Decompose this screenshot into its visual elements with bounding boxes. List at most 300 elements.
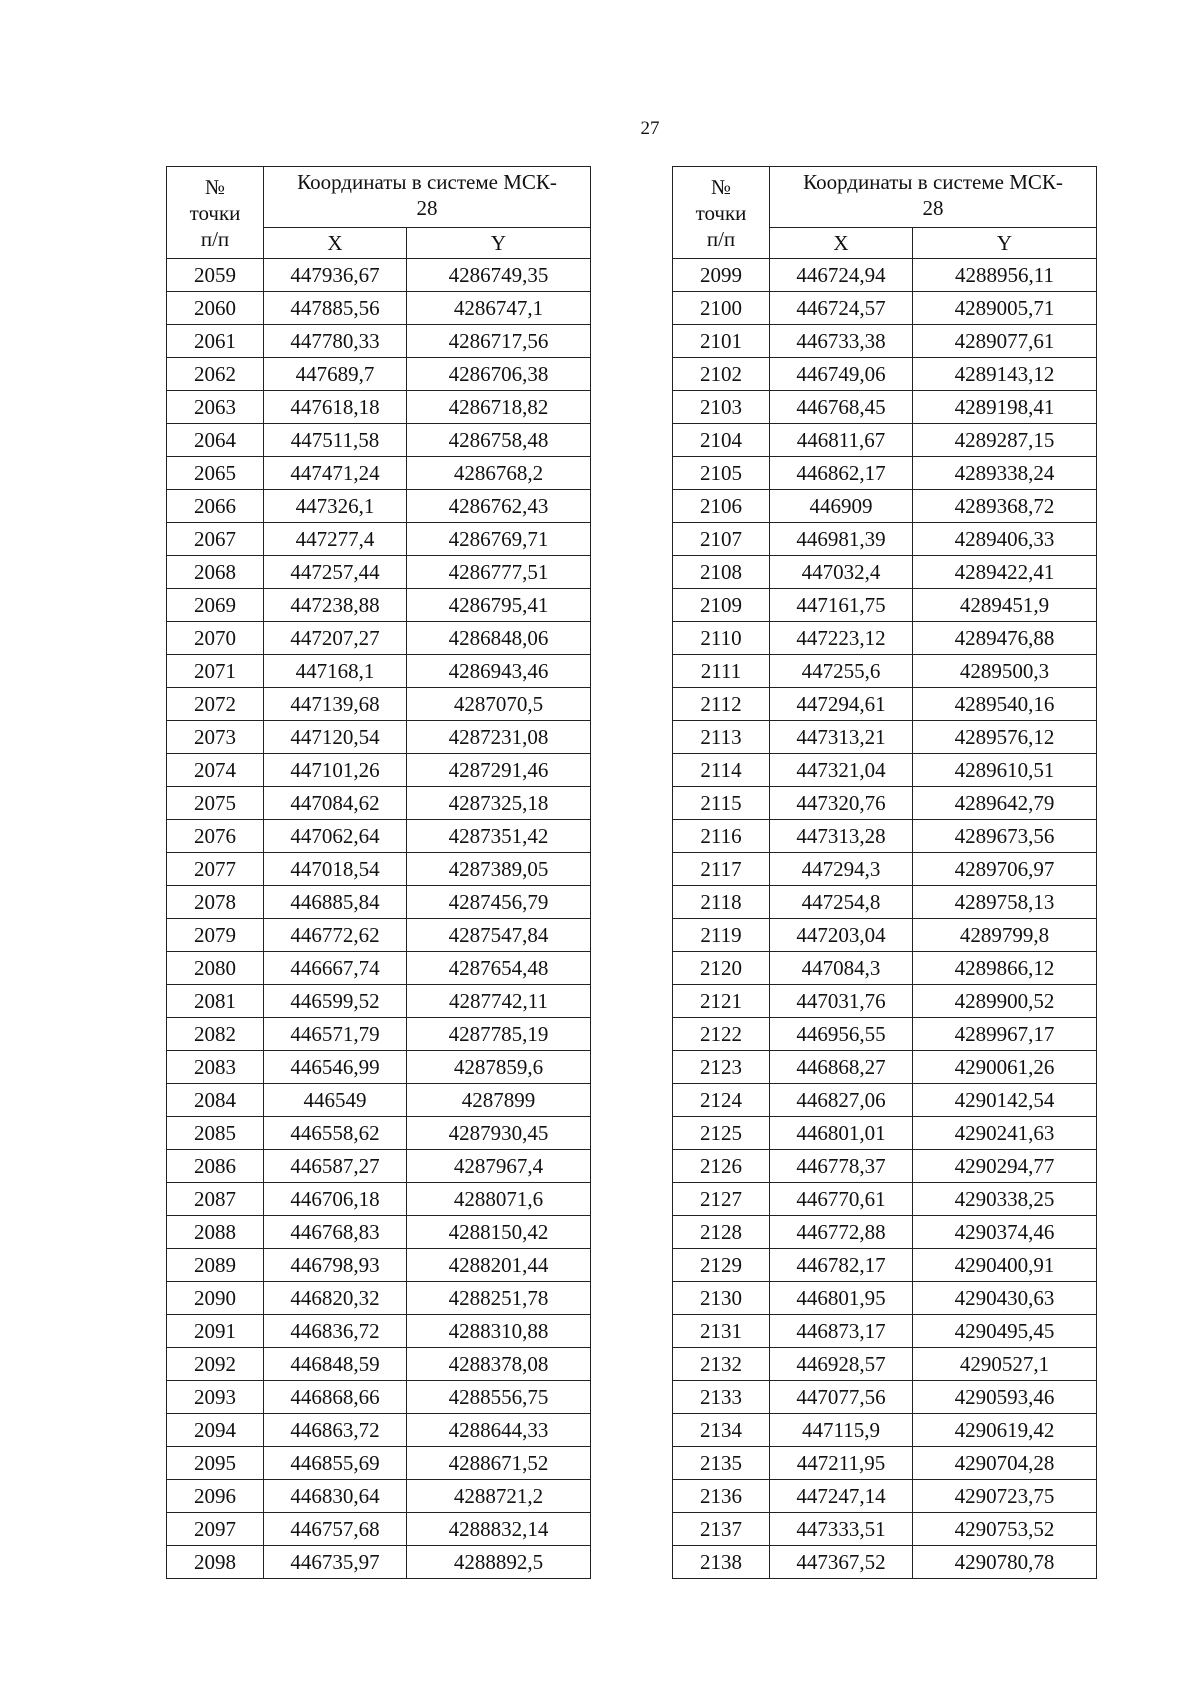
y-coordinate-cell: 4286749,35: [407, 259, 591, 292]
x-coordinate-cell: 446768,83: [264, 1216, 407, 1249]
x-coordinate-cell: 447062,64: [264, 820, 407, 853]
table-row: [167, 292, 591, 325]
table-row: [167, 1513, 591, 1546]
y-coordinate-cell: 4290294,77: [913, 1150, 1097, 1183]
table-row: [673, 1183, 1097, 1216]
y-coordinate-cell: 4288071,6: [407, 1183, 591, 1216]
point-number-cell: 2101: [673, 325, 770, 358]
y-coordinate-cell: 4289610,51: [913, 754, 1097, 787]
table-row: [673, 292, 1097, 325]
table-row: [673, 1282, 1097, 1315]
x-coordinate-cell: 447101,26: [264, 754, 407, 787]
y-coordinate-cell: 4286717,56: [407, 325, 591, 358]
table-row: [167, 259, 591, 292]
table-row: [167, 1150, 591, 1183]
table-row: [167, 1018, 591, 1051]
table-body: [167, 259, 591, 1579]
table-row: [673, 919, 1097, 952]
y-coordinate-cell: 4288892,5: [407, 1546, 591, 1579]
x-coordinate-cell: 447168,1: [264, 655, 407, 688]
y-coordinate-cell: 4286795,41: [407, 589, 591, 622]
table-row: [673, 985, 1097, 1018]
table-row: [167, 391, 591, 424]
point-number-cell: 2121: [673, 985, 770, 1018]
header-line: 28: [416, 196, 438, 220]
table-row: [167, 1051, 591, 1084]
point-number-cell: 2110: [673, 622, 770, 655]
point-number-cell: 2122: [673, 1018, 770, 1051]
x-coordinate-cell: 446749,06: [770, 358, 913, 391]
x-coordinate-cell: 446772,88: [770, 1216, 913, 1249]
point-number-cell: 2084: [167, 1084, 264, 1117]
point-number-cell: 2082: [167, 1018, 264, 1051]
x-coordinate-cell: 447254,8: [770, 886, 913, 919]
table-row: [673, 787, 1097, 820]
y-column-header: Y: [913, 228, 1097, 259]
y-coordinate-cell: 4286848,06: [407, 622, 591, 655]
point-number-cell: 2098: [167, 1546, 264, 1579]
x-coordinate-cell: 446782,17: [770, 1249, 913, 1282]
table-row: [167, 622, 591, 655]
x-coordinate-cell: 446868,66: [264, 1381, 407, 1414]
y-coordinate-cell: 4289673,56: [913, 820, 1097, 853]
point-number-cell: 2137: [673, 1513, 770, 1546]
point-number-cell: 2099: [673, 259, 770, 292]
table-row: [673, 1084, 1097, 1117]
table-row: [673, 1051, 1097, 1084]
point-number-cell: 2091: [167, 1315, 264, 1348]
y-coordinate-cell: 4289422,41: [913, 556, 1097, 589]
table-row: [673, 820, 1097, 853]
x-coordinate-cell: 447321,04: [770, 754, 913, 787]
y-coordinate-cell: 4289077,61: [913, 325, 1097, 358]
x-coordinate-cell: 446733,38: [770, 325, 913, 358]
point-number-cell: 2115: [673, 787, 770, 820]
y-coordinate-cell: 4289866,12: [913, 952, 1097, 985]
y-coordinate-cell: 4286747,1: [407, 292, 591, 325]
y-coordinate-cell: 4289799,8: [913, 919, 1097, 952]
y-coordinate-cell: 4290495,45: [913, 1315, 1097, 1348]
y-coordinate-cell: 4287654,48: [407, 952, 591, 985]
table-row: [673, 655, 1097, 688]
x-coordinate-cell: 447618,18: [264, 391, 407, 424]
x-column-header: X: [264, 228, 407, 259]
y-coordinate-cell: 4287231,08: [407, 721, 591, 754]
x-coordinate-cell: 447139,68: [264, 688, 407, 721]
header-line: п/п: [200, 226, 230, 251]
y-coordinate-cell: 4289900,52: [913, 985, 1097, 1018]
point-number-cell: 2107: [673, 523, 770, 556]
x-coordinate-cell: 446546,99: [264, 1051, 407, 1084]
x-coordinate-cell: 446928,57: [770, 1348, 913, 1381]
x-coordinate-cell: 447077,56: [770, 1381, 913, 1414]
point-number-cell: 2083: [167, 1051, 264, 1084]
table-row: [673, 391, 1097, 424]
y-coordinate-cell: 4286768,2: [407, 457, 591, 490]
table-row: [673, 259, 1097, 292]
x-coordinate-cell: 446549: [264, 1084, 407, 1117]
x-coordinate-cell: 446768,45: [770, 391, 913, 424]
x-coordinate-cell: 446724,94: [770, 259, 913, 292]
table-row: [167, 1447, 591, 1480]
y-coordinate-cell: 4289005,71: [913, 292, 1097, 325]
header-line: Координаты в системе МСК-: [297, 170, 557, 194]
table-row: [673, 424, 1097, 457]
table-row: [167, 589, 591, 622]
x-coordinate-cell: 447257,44: [264, 556, 407, 589]
point-number-cell: 2125: [673, 1117, 770, 1150]
y-coordinate-cell: 4289338,24: [913, 457, 1097, 490]
table-row: [167, 457, 591, 490]
coordinates-table-left: [166, 166, 591, 1579]
table-row: [673, 1480, 1097, 1513]
point-number-cell: 2117: [673, 853, 770, 886]
x-coordinate-cell: 447084,62: [264, 787, 407, 820]
point-number-cell: 2105: [673, 457, 770, 490]
x-coordinate-cell: 446863,72: [264, 1414, 407, 1447]
x-coordinate-cell: 447294,3: [770, 853, 913, 886]
table-row: [673, 1447, 1097, 1480]
point-number-cell: 2095: [167, 1447, 264, 1480]
point-number-cell: 2071: [167, 655, 264, 688]
x-coordinate-cell: 447238,88: [264, 589, 407, 622]
x-coordinate-cell: 447511,58: [264, 424, 407, 457]
point-number-cell: 2072: [167, 688, 264, 721]
point-number-cell: 2109: [673, 589, 770, 622]
page-number: 27: [640, 118, 660, 139]
y-coordinate-cell: 4290142,54: [913, 1084, 1097, 1117]
x-coordinate-cell: 447120,54: [264, 721, 407, 754]
x-coordinate-cell: 447326,1: [264, 490, 407, 523]
table-row: [673, 1117, 1097, 1150]
point-number-cell: 2064: [167, 424, 264, 457]
y-coordinate-cell: 4289576,12: [913, 721, 1097, 754]
y-coordinate-cell: 4286718,82: [407, 391, 591, 424]
point-number-cell: 2135: [673, 1447, 770, 1480]
y-coordinate-cell: 4290430,63: [913, 1282, 1097, 1315]
point-number-cell: 2134: [673, 1414, 770, 1447]
point-number-cell: 2114: [673, 754, 770, 787]
x-coordinate-cell: 446862,17: [770, 457, 913, 490]
table-row: [167, 952, 591, 985]
x-coordinate-cell: 447294,61: [770, 688, 913, 721]
coordinates-table-right: [672, 166, 1097, 1579]
y-coordinate-cell: 4289287,15: [913, 424, 1097, 457]
x-coordinate-cell: 447211,95: [770, 1447, 913, 1480]
point-number-cell: 2087: [167, 1183, 264, 1216]
y-coordinate-cell: 4288378,08: [407, 1348, 591, 1381]
point-number-cell: 2090: [167, 1282, 264, 1315]
point-number-cell: 2111: [673, 655, 770, 688]
point-number-cell: 2059: [167, 259, 264, 292]
point-number-cell: 2062: [167, 358, 264, 391]
point-number-cell: 2128: [673, 1216, 770, 1249]
y-coordinate-cell: 4286762,43: [407, 490, 591, 523]
table-row: [673, 1348, 1097, 1381]
y-coordinate-cell: 4286777,51: [407, 556, 591, 589]
x-coordinate-cell: 446706,18: [264, 1183, 407, 1216]
point-number-cell: 2076: [167, 820, 264, 853]
point-number-cell: 2067: [167, 523, 264, 556]
x-coordinate-cell: 446587,27: [264, 1150, 407, 1183]
y-coordinate-cell: 4288721,2: [407, 1480, 591, 1513]
y-coordinate-cell: 4288956,11: [913, 259, 1097, 292]
x-coordinate-cell: 446909: [770, 490, 913, 523]
table-row: [167, 1216, 591, 1249]
x-coordinate-cell: 446778,37: [770, 1150, 913, 1183]
table-row: [167, 1117, 591, 1150]
x-coordinate-cell: 446848,59: [264, 1348, 407, 1381]
y-coordinate-cell: 4288644,33: [407, 1414, 591, 1447]
x-coordinate-cell: 446571,79: [264, 1018, 407, 1051]
table-row: [673, 556, 1097, 589]
x-coordinate-cell: 446820,32: [264, 1282, 407, 1315]
table-row: [673, 721, 1097, 754]
y-coordinate-cell: 4289368,72: [913, 490, 1097, 523]
y-coordinate-cell: 4287456,79: [407, 886, 591, 919]
table-row: [673, 1381, 1097, 1414]
y-coordinate-cell: 4287325,18: [407, 787, 591, 820]
table-row: [673, 358, 1097, 391]
table-row: [673, 1546, 1097, 1579]
y-coordinate-cell: 4287859,6: [407, 1051, 591, 1084]
point-number-cell: 2086: [167, 1150, 264, 1183]
point-number-header: [673, 167, 770, 259]
y-coordinate-cell: 4290723,75: [913, 1480, 1097, 1513]
table-row: [673, 622, 1097, 655]
point-number-cell: 2131: [673, 1315, 770, 1348]
point-number-cell: 2102: [673, 358, 770, 391]
point-number-cell: 2085: [167, 1117, 264, 1150]
x-coordinate-cell: 446873,17: [770, 1315, 913, 1348]
point-number-cell: 2119: [673, 919, 770, 952]
table-row: [167, 556, 591, 589]
x-coordinate-cell: 446770,61: [770, 1183, 913, 1216]
x-coordinate-cell: 447780,33: [264, 325, 407, 358]
y-coordinate-cell: 4288556,75: [407, 1381, 591, 1414]
table-row: [167, 1546, 591, 1579]
x-coordinate-cell: 446855,69: [264, 1447, 407, 1480]
y-coordinate-cell: 4289642,79: [913, 787, 1097, 820]
point-number-cell: 2104: [673, 424, 770, 457]
y-coordinate-cell: 4287389,05: [407, 853, 591, 886]
table-row: [167, 1183, 591, 1216]
coordinates-header: [770, 167, 1097, 228]
x-coordinate-cell: 447084,3: [770, 952, 913, 985]
header-line: точки: [189, 200, 241, 225]
table-row: [167, 820, 591, 853]
point-number-cell: 2123: [673, 1051, 770, 1084]
point-number-cell: 2089: [167, 1249, 264, 1282]
x-coordinate-cell: 447689,7: [264, 358, 407, 391]
point-number-cell: 2127: [673, 1183, 770, 1216]
point-number-cell: 2092: [167, 1348, 264, 1381]
point-number-cell: 2120: [673, 952, 770, 985]
x-coordinate-cell: 446830,64: [264, 1480, 407, 1513]
y-coordinate-cell: 4287967,4: [407, 1150, 591, 1183]
table-row: [167, 1480, 591, 1513]
table-row: [167, 919, 591, 952]
y-coordinate-cell: 4290593,46: [913, 1381, 1097, 1414]
x-coordinate-cell: 447313,28: [770, 820, 913, 853]
x-coordinate-cell: 447223,12: [770, 622, 913, 655]
table-row: [673, 1414, 1097, 1447]
y-coordinate-cell: 4289198,41: [913, 391, 1097, 424]
table-row: [167, 1249, 591, 1282]
x-coordinate-cell: 446811,67: [770, 424, 913, 457]
table-row: [167, 721, 591, 754]
x-coordinate-cell: 446772,62: [264, 919, 407, 952]
y-coordinate-cell: 4287070,5: [407, 688, 591, 721]
x-coordinate-cell: 446667,74: [264, 952, 407, 985]
header-line: №: [204, 174, 226, 199]
table-row: [673, 325, 1097, 358]
y-coordinate-cell: 4286758,48: [407, 424, 591, 457]
y-coordinate-cell: 4288201,44: [407, 1249, 591, 1282]
x-coordinate-cell: 446801,01: [770, 1117, 913, 1150]
table-row: [673, 1315, 1097, 1348]
x-coordinate-cell: 447277,4: [264, 523, 407, 556]
point-number-cell: 2077: [167, 853, 264, 886]
y-coordinate-cell: 4289540,16: [913, 688, 1097, 721]
point-number-cell: 2066: [167, 490, 264, 523]
point-number-cell: 2108: [673, 556, 770, 589]
x-coordinate-cell: 446868,27: [770, 1051, 913, 1084]
y-coordinate-cell: 4287785,19: [407, 1018, 591, 1051]
x-coordinate-cell: 446885,84: [264, 886, 407, 919]
point-number-cell: 2074: [167, 754, 264, 787]
table-row: [673, 1249, 1097, 1282]
x-coordinate-cell: 447203,04: [770, 919, 913, 952]
point-number-cell: 2093: [167, 1381, 264, 1414]
x-coordinate-cell: 446757,68: [264, 1513, 407, 1546]
table-row: [673, 1150, 1097, 1183]
y-column-header: Y: [407, 228, 591, 259]
x-coordinate-cell: 446836,72: [264, 1315, 407, 1348]
point-number-cell: 2112: [673, 688, 770, 721]
x-coordinate-cell: 447471,24: [264, 457, 407, 490]
point-number-cell: 2060: [167, 292, 264, 325]
table-row: [673, 490, 1097, 523]
y-coordinate-cell: 4290753,52: [913, 1513, 1097, 1546]
y-coordinate-cell: 4288310,88: [407, 1315, 591, 1348]
point-number-cell: 2126: [673, 1150, 770, 1183]
y-coordinate-cell: 4287742,11: [407, 985, 591, 1018]
y-coordinate-cell: 4290527,1: [913, 1348, 1097, 1381]
table-row: [167, 1381, 591, 1414]
point-number-cell: 2097: [167, 1513, 264, 1546]
y-coordinate-cell: 4287930,45: [407, 1117, 591, 1150]
point-number-cell: 2106: [673, 490, 770, 523]
y-coordinate-cell: 4290241,63: [913, 1117, 1097, 1150]
table-row: [673, 457, 1097, 490]
point-number-cell: 2132: [673, 1348, 770, 1381]
point-number-cell: 2075: [167, 787, 264, 820]
table-row: [167, 787, 591, 820]
point-number-cell: 2088: [167, 1216, 264, 1249]
y-coordinate-cell: 4290374,46: [913, 1216, 1097, 1249]
point-number-cell: 2081: [167, 985, 264, 1018]
point-number-cell: 2069: [167, 589, 264, 622]
y-coordinate-cell: 4289706,97: [913, 853, 1097, 886]
x-coordinate-cell: 446724,57: [770, 292, 913, 325]
point-number-cell: 2124: [673, 1084, 770, 1117]
table-row: [167, 325, 591, 358]
point-number-cell: 2080: [167, 952, 264, 985]
x-coordinate-cell: 447885,56: [264, 292, 407, 325]
y-coordinate-cell: 4288671,52: [407, 1447, 591, 1480]
point-number-cell: 2118: [673, 886, 770, 919]
point-number-cell: 2116: [673, 820, 770, 853]
point-number-cell: 2078: [167, 886, 264, 919]
point-number-cell: 2073: [167, 721, 264, 754]
x-coordinate-cell: 446558,62: [264, 1117, 407, 1150]
point-number-cell: 2136: [673, 1480, 770, 1513]
table-row: [167, 853, 591, 886]
table-row: [673, 1018, 1097, 1051]
y-coordinate-cell: 4287547,84: [407, 919, 591, 952]
y-coordinate-cell: 4286769,71: [407, 523, 591, 556]
x-coordinate-cell: 447367,52: [770, 1546, 913, 1579]
x-coordinate-cell: 446735,97: [264, 1546, 407, 1579]
table-row: [673, 853, 1097, 886]
table-row: [167, 358, 591, 391]
table-row: [673, 754, 1097, 787]
point-number-cell: 2130: [673, 1282, 770, 1315]
x-coordinate-cell: 447018,54: [264, 853, 407, 886]
y-coordinate-cell: 4290400,91: [913, 1249, 1097, 1282]
table-row: [167, 1084, 591, 1117]
point-number-cell: 2065: [167, 457, 264, 490]
table-row: [167, 1414, 591, 1447]
y-coordinate-cell: 4290704,28: [913, 1447, 1097, 1480]
table-row: [167, 1348, 591, 1381]
x-coordinate-cell: 447313,21: [770, 721, 913, 754]
table-body: [673, 259, 1097, 1579]
y-coordinate-cell: 4290780,78: [913, 1546, 1097, 1579]
y-coordinate-cell: 4286706,38: [407, 358, 591, 391]
x-coordinate-cell: 447936,67: [264, 259, 407, 292]
x-coordinate-cell: 447333,51: [770, 1513, 913, 1546]
x-coordinate-cell: 447247,14: [770, 1480, 913, 1513]
y-coordinate-cell: 4290338,25: [913, 1183, 1097, 1216]
table-row: [167, 1315, 591, 1348]
x-coordinate-cell: 446798,93: [264, 1249, 407, 1282]
header-line: Координаты в системе МСК-: [803, 170, 1063, 194]
y-coordinate-cell: 4289143,12: [913, 358, 1097, 391]
x-coordinate-cell: 446801,95: [770, 1282, 913, 1315]
y-coordinate-cell: 4288832,14: [407, 1513, 591, 1546]
y-coordinate-cell: 4286943,46: [407, 655, 591, 688]
table-row: [167, 985, 591, 1018]
y-coordinate-cell: 4289476,88: [913, 622, 1097, 655]
x-coordinate-cell: 447161,75: [770, 589, 913, 622]
header-line: №: [710, 174, 732, 199]
y-coordinate-cell: 4289967,17: [913, 1018, 1097, 1051]
y-coordinate-cell: 4287351,42: [407, 820, 591, 853]
point-number-cell: 2138: [673, 1546, 770, 1579]
table-row: [167, 1282, 591, 1315]
table-row: [673, 886, 1097, 919]
x-coordinate-cell: 447320,76: [770, 787, 913, 820]
x-coordinate-cell: 447255,6: [770, 655, 913, 688]
table-row: [673, 688, 1097, 721]
y-coordinate-cell: 4287291,46: [407, 754, 591, 787]
table-row: [167, 523, 591, 556]
point-number-cell: 2096: [167, 1480, 264, 1513]
x-coordinate-cell: 447207,27: [264, 622, 407, 655]
x-coordinate-cell: 446981,39: [770, 523, 913, 556]
